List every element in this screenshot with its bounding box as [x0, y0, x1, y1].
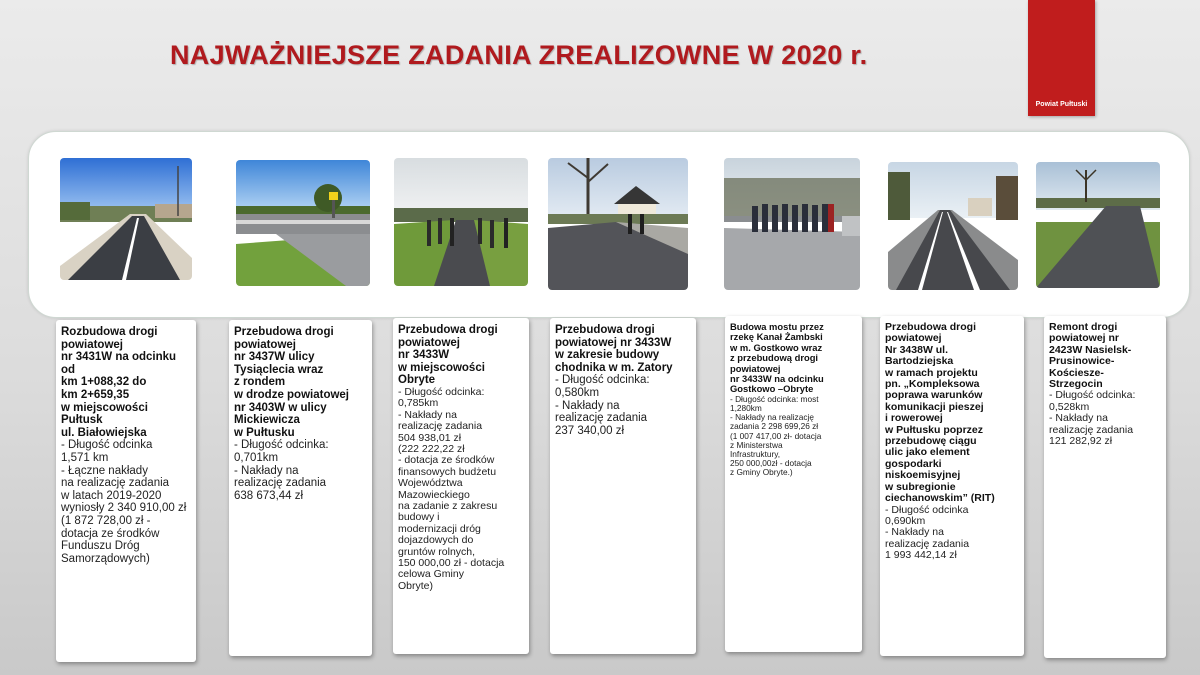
task-details: - Długość odcinka: 0,580km - Nakłady na realizację zadania 237 340,00 zł	[555, 374, 650, 437]
photo-road-bartodziejska	[888, 162, 1018, 290]
task-details: - Długość odcinka: most 1,280km - Nakłady na realizację zadania 2 298 699,26 zł (1 007 417,00 zł- dotacja z Ministerstwa Infrastruktury, 250 000,00zł - dotacja z Gminy Obryte.)	[730, 393, 822, 478]
brand-label: Powiat Pułtuski	[1035, 101, 1088, 108]
task-title: Remont drogi powiatowej nr 2423W Nasielsk- Prusinowice- Kościesze- Strzegocin	[1049, 321, 1132, 391]
road-photo-icon	[548, 158, 688, 290]
task-card-4	[550, 318, 696, 654]
task-details: - Długość odcinka: 0,528km - Nakłady na realizację zadania 121 282,92 zł	[1049, 389, 1136, 448]
road-photo-icon	[1036, 162, 1160, 288]
photo-road-pultusk	[60, 158, 192, 280]
photo-bridge-gostkowo	[724, 158, 860, 290]
task-title: Budowa mostu przez rzekę Kanał Żambski w m. Gostkowo wraz z przebudową drogi powiatowej nr 3433W na odcinku Gostkowo –Obryte	[730, 321, 824, 395]
photo-sidewalk-zatory	[548, 158, 688, 290]
task-card-7	[1044, 316, 1166, 658]
road-photo-icon	[236, 160, 370, 286]
photo-road-obryte-group	[394, 158, 528, 286]
task-details: - Długość odcinka 0,690km - Nakłady na realizację zadania 1 993 442,14 zł	[885, 503, 970, 562]
task-title: Przebudowa drogi powiatowej nr 3437W ulicy Tysiąclecia wraz z rondem w drodze powiatowej nr 3403W w ulicy Mickiewicza w Pułtusku	[234, 326, 350, 439]
road-photo-icon	[60, 158, 192, 280]
task-details: - Długość odcinka: 0,785km - Nakłady na realizację zadania 504 938,01 zł (222 222,22 zł - dotacja ze środków finansowych budżetu Województwa Mazowieckiego na zadanie z zakresu budowy i modernizacji dróg dojazdowych do gruntów rolnych, 150 000,00 zł - dotacja celowa Gminy Obryte)	[398, 385, 505, 592]
bridge-photo-icon	[724, 158, 860, 290]
page-title: NAJWAŻNIEJSZE ZADANIA ZREALIZOWNE W 2020 r.	[170, 40, 868, 70]
photo-road-roundabout	[236, 160, 370, 286]
task-card-1	[56, 320, 196, 662]
road-photo-icon	[888, 162, 1018, 290]
task-card-3	[393, 318, 529, 654]
task-card-5	[725, 316, 862, 652]
road-photo-icon	[394, 158, 528, 286]
task-title: Rozbudowa drogi powiatowej nr 3431W na odcinku od km 1+088,32 do km 2+659,35 w miejscowości Pułtusk ul. Białowiejska	[61, 326, 177, 439]
task-title: Przebudowa drogi powiatowej nr 3433W w zakresie budowy chodnika w m. Zatory	[555, 324, 673, 374]
task-card-2	[229, 320, 372, 656]
brand-tag	[1028, 0, 1095, 116]
task-title: Przebudowa drogi powiatowej Nr 3438W ul. Bartodziejska w ramach projektu pn. „Kompleksowa poprawa warunków komunikacji pieszej i rowerowej w Pułtusku poprzez przebudowę ciągu ulic jako element gospodarki niskoemisyjnej w subregionie ciechanowskim” (RIT)	[885, 321, 995, 505]
task-details: - Długość odcinka: 0,701km - Nakłady na realizację zadania 638 673,44 zł	[234, 439, 329, 502]
task-title: Przebudowa drogi powiatowej nr 3433W w miejscowości Obryte	[398, 324, 498, 387]
task-details: - Długość odcinka 1,571 km - Łączne nakłady na realizację zadania w latach 2019-2020 wyniosły 2 340 910,00 zł (1 872 728,00 zł - dotacja ze środków Funduszu Dróg Samorządowych)	[61, 439, 187, 565]
photo-road-nasielsk	[1036, 162, 1160, 288]
task-card-6	[880, 316, 1024, 656]
